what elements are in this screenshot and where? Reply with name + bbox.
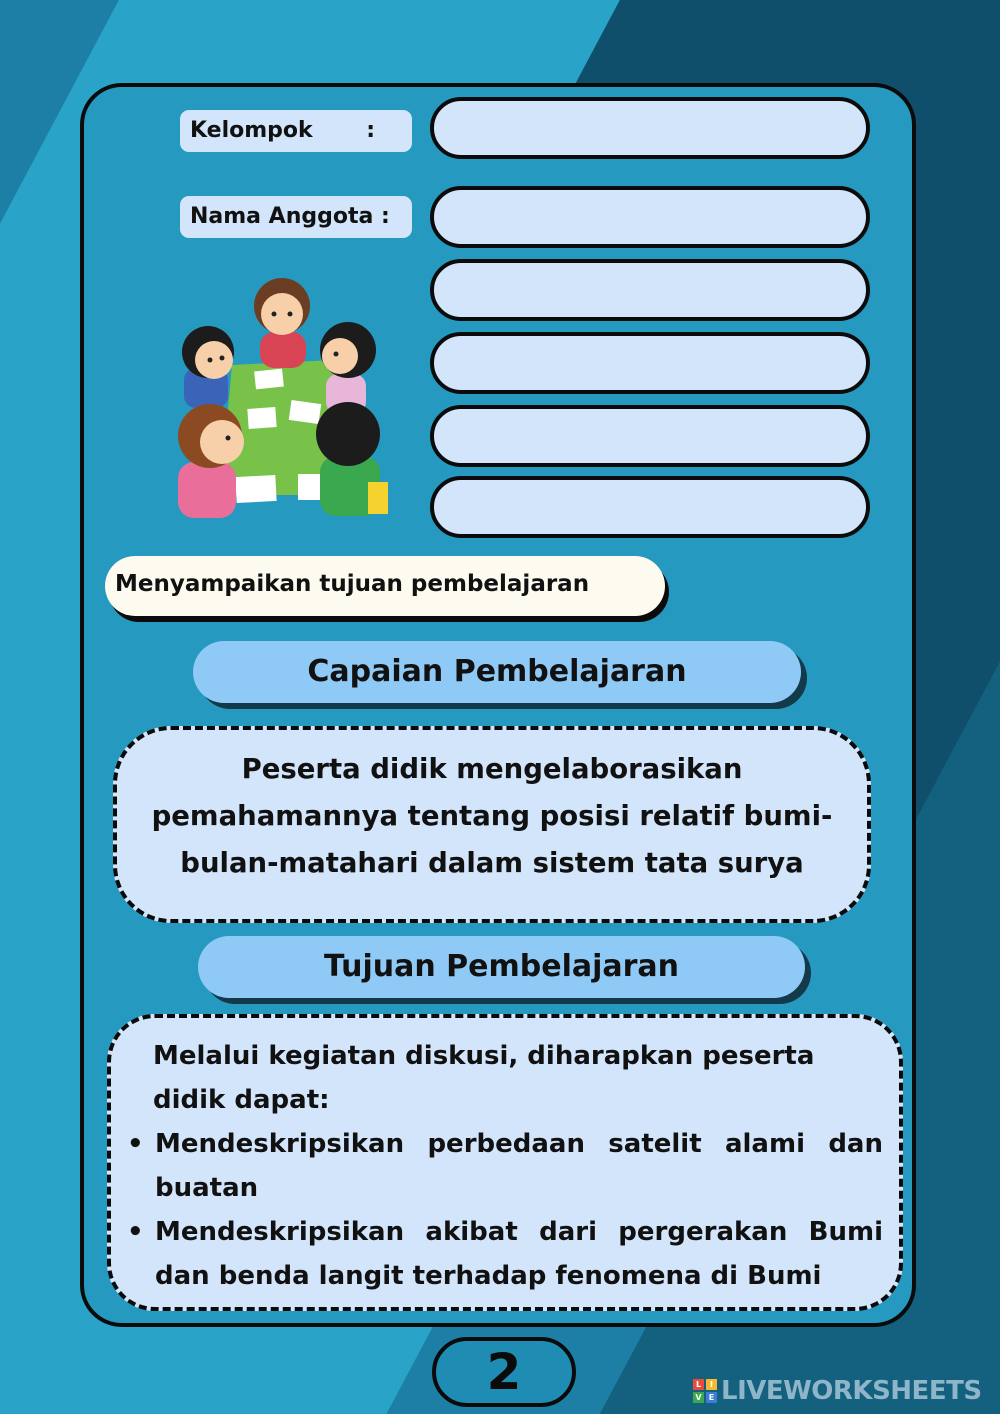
brand-name: LIVEWORKSHEETS <box>721 1376 982 1406</box>
group-name-input[interactable] <box>430 97 870 159</box>
capaian-text <box>117 730 867 887</box>
capaian-heading: Capaian Pembelajaran <box>193 641 801 703</box>
liveworksheets-logo <box>693 1376 982 1406</box>
capaian-line-3: bulan-matahari dalam sistem tata surya <box>180 847 804 879</box>
capaian-line-2: pemahamannya tentang posisi relatif bumi- <box>151 800 833 832</box>
capaian-line-1: Peserta didik mengelaborasikan <box>241 753 743 785</box>
list-item: • Mendeskripsikan perbedaan satelit alami dan buatan <box>127 1129 883 1203</box>
tujuan-heading: Tujuan Pembelajaran <box>198 936 805 998</box>
objective-banner: Menyampaikan tujuan pembelajaran <box>105 556 665 616</box>
group-label: Kelompok : <box>180 110 412 152</box>
tujuan-box <box>107 1014 903 1311</box>
brand-logo-icon: L I V E <box>693 1379 717 1403</box>
member-input-2[interactable] <box>430 259 870 321</box>
members-label: Nama Anggota : <box>180 196 412 238</box>
member-input-3[interactable] <box>430 332 870 394</box>
tujuan-intro: Melalui kegiatan diskusi, diharapkan peserta didik dapat: <box>153 1041 815 1115</box>
member-input-1[interactable] <box>430 186 870 248</box>
capaian-box <box>113 726 871 923</box>
page-number: 2 <box>432 1337 576 1407</box>
tujuan-list <box>111 1122 899 1298</box>
member-input-5[interactable] <box>430 476 870 538</box>
group-discussion-illustration <box>170 270 395 522</box>
member-input-4[interactable] <box>430 405 870 467</box>
list-item: • Mendeskripsikan akibat dari pergerakan Bumi dan benda langit terhadap fenomena di Bumi <box>127 1217 883 1291</box>
